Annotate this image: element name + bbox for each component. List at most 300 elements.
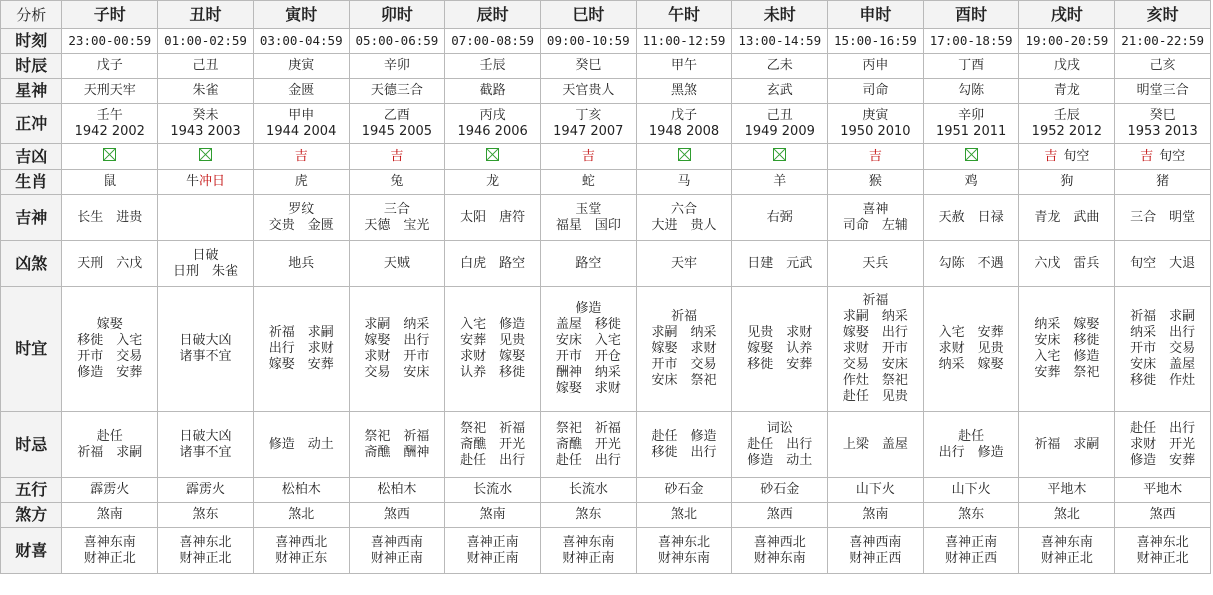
- cell-line: 开市 开仓: [555, 349, 621, 364]
- cell-star: 截路: [445, 79, 541, 104]
- cell-line: 祈福 求嗣: [77, 444, 143, 460]
- cell-avoid: [636, 412, 732, 478]
- cell-time-range: 07:00-08:59: [445, 29, 541, 54]
- cell-five-elements: 砂石金: [636, 478, 732, 503]
- clash-ganzhi: 己丑: [766, 107, 793, 123]
- clash-ganzhi: 甲申: [288, 107, 315, 123]
- cell-clash: [923, 104, 1019, 144]
- cell-auspicious-gods: [1115, 195, 1211, 241]
- cell-time-range: 11:00-12:59: [636, 29, 732, 54]
- cell-avoid: [253, 412, 349, 478]
- cell-ganzhi: 庚寅: [253, 54, 349, 79]
- cell-avoid: [923, 412, 1019, 478]
- cell-sha-direction: 煞东: [923, 503, 1019, 528]
- fortune-good-text: 吉: [868, 148, 882, 164]
- cell-line: 赴任 修造: [651, 428, 717, 444]
- cell-line: 开市 交易: [77, 349, 143, 364]
- cell-line: 日破大凶: [179, 333, 232, 348]
- inauspicious-mark-icon: [199, 148, 212, 161]
- cell-line: 安葬 祭祀: [1034, 365, 1100, 380]
- cell-five-elements: 平地木: [1115, 478, 1211, 503]
- cell-auspicious-gods: [828, 195, 924, 241]
- cell-fortune: [1019, 144, 1115, 170]
- cell-wealth-joy: [158, 528, 254, 574]
- cell-inauspicious-gods: [445, 241, 541, 287]
- cell-inauspicious-gods: [828, 241, 924, 287]
- cell-sha-direction: 煞西: [349, 503, 445, 528]
- cell-line: 财神正北: [1040, 550, 1093, 566]
- cell-line: 长生 进贵: [77, 209, 143, 225]
- cell-line: 天刑 六戊: [77, 255, 143, 271]
- cell-suitable: [158, 287, 254, 412]
- row-label: 凶煞: [1, 241, 62, 287]
- cell-sha-direction: 煞北: [636, 503, 732, 528]
- cell-suitable: [732, 287, 828, 412]
- cell-zodiac: [158, 170, 254, 195]
- cell-line: 修造 安葬: [1130, 452, 1196, 468]
- cell-line: 移徙 作灶: [1130, 373, 1196, 388]
- cell-avoid: [62, 412, 158, 478]
- cell-line: 求财 见贵: [938, 341, 1004, 356]
- zodiac-animal: 牛: [185, 174, 199, 189]
- cell-line: 财神东南: [658, 550, 711, 566]
- row-label: 生肖: [1, 170, 62, 195]
- cell-line: 纳采 嫁娶: [1034, 317, 1100, 332]
- cell-wealth-joy: [828, 528, 924, 574]
- cell-clash: [1019, 104, 1115, 144]
- cell-zodiac: [732, 170, 828, 195]
- cell-time-range: 17:00-18:59: [923, 29, 1019, 54]
- cell-avoid: [540, 412, 636, 478]
- cell-time-range: 09:00-10:59: [540, 29, 636, 54]
- cell-star: 天德三合: [349, 79, 445, 104]
- cell-auspicious-gods: [445, 195, 541, 241]
- cell-line: 嫁娶 求财: [555, 381, 621, 396]
- cell-line: 大进 贵人: [651, 217, 717, 233]
- cell-line: 求财 开市: [364, 349, 430, 364]
- cell-inauspicious-gods: [923, 241, 1019, 287]
- row-avoid: [1, 412, 1211, 478]
- hour-header: 寅时: [253, 1, 349, 29]
- cell-wealth-joy: [62, 528, 158, 574]
- cell-line: 天兵: [862, 255, 889, 271]
- cell-line: 祈福 求嗣: [1130, 309, 1196, 324]
- cell-line: 求嗣 纳采: [842, 309, 908, 324]
- clash-years: 1944 2004: [266, 123, 337, 139]
- cell-suitable: [445, 287, 541, 412]
- cell-line: 罗纹: [288, 201, 315, 217]
- cell-line: 司命 左辅: [842, 217, 908, 233]
- cell-line: 三合: [383, 201, 410, 217]
- cell-wealth-joy: [253, 528, 349, 574]
- clash-years: 1953 2013: [1127, 123, 1198, 139]
- cell-suitable: [540, 287, 636, 412]
- fortune-extra: 旬空: [1159, 148, 1186, 164]
- cell-line: 嫁娶 认养: [747, 341, 813, 356]
- cell-line: 财神正南: [370, 550, 423, 566]
- inauspicious-mark-icon: [965, 148, 978, 161]
- fortune-good-text: 吉: [581, 148, 595, 164]
- cell-line: 祭祀 祈福: [460, 420, 526, 436]
- cell-avoid: [445, 412, 541, 478]
- hour-header: 辰时: [445, 1, 541, 29]
- cell-line: 斋醮 酬神: [364, 444, 430, 460]
- cell-wealth-joy: [732, 528, 828, 574]
- cell-ganzhi: 丁酉: [923, 54, 1019, 79]
- row-clash: [1, 104, 1211, 144]
- row-zodiac: [1, 170, 1211, 195]
- row-label: 时忌: [1, 412, 62, 478]
- cell-zodiac: [540, 170, 636, 195]
- cell-line: 嫁娶 求财: [651, 341, 717, 356]
- row-label: 星神: [1, 79, 62, 104]
- cell-line: 作灶 祭祀: [842, 373, 908, 388]
- cell-fortune: [732, 144, 828, 170]
- cell-ganzhi: 戊戌: [1019, 54, 1115, 79]
- cell-line: 日建 元武: [747, 255, 813, 271]
- cell-sha-direction: 煞北: [1019, 503, 1115, 528]
- cell-suitable: [1115, 287, 1211, 412]
- zodiac-animal: 羊: [773, 174, 787, 189]
- cell-line: 安床 移徙: [1034, 333, 1100, 348]
- cell-line: 嫁娶: [96, 317, 123, 332]
- cell-zodiac: [923, 170, 1019, 195]
- cell-inauspicious-gods: [253, 241, 349, 287]
- cell-line: 修造 动土: [747, 452, 813, 468]
- cell-line: 入宅 修造: [460, 317, 526, 332]
- cell-auspicious-gods: [923, 195, 1019, 241]
- cell-line: 祭祀 祈福: [555, 420, 621, 436]
- clash-years: 1947 2007: [553, 123, 624, 139]
- cell-line: 喜神东北: [179, 534, 232, 550]
- cell-fortune: [445, 144, 541, 170]
- clash-ganzhi: 戊子: [671, 107, 698, 123]
- zodiac-animal: 虎: [294, 174, 308, 189]
- cell-auspicious-gods: [636, 195, 732, 241]
- row-label: 财喜: [1, 528, 62, 574]
- cell-inauspicious-gods: [349, 241, 445, 287]
- cell-line: 嫁娶 出行: [364, 333, 430, 348]
- clash-ganzhi: 庚寅: [862, 107, 889, 123]
- cell-ganzhi: 己丑: [158, 54, 254, 79]
- cell-line: 开市 交易: [651, 357, 717, 372]
- cell-ganzhi: 壬辰: [445, 54, 541, 79]
- cell-zodiac: [62, 170, 158, 195]
- cell-sha-direction: 煞南: [828, 503, 924, 528]
- cell-zodiac: [445, 170, 541, 195]
- cell-time-range: 01:00-02:59: [158, 29, 254, 54]
- clash-ganzhi: 丁亥: [575, 107, 602, 123]
- cell-line: 盖屋 移徙: [555, 317, 621, 332]
- cell-line: 交贵 金匮: [268, 217, 334, 233]
- cell-line: 移徙 出行: [651, 444, 717, 460]
- cell-line: 赴任: [958, 428, 985, 444]
- cell-five-elements: 长流水: [540, 478, 636, 503]
- cell-avoid: [349, 412, 445, 478]
- clash-ganzhi: 壬午: [96, 107, 123, 123]
- cell-line: 修造 安葬: [77, 365, 143, 380]
- cell-line: 嫁娶 安葬: [268, 357, 334, 372]
- zodiac-animal: 马: [677, 174, 691, 189]
- hour-header: 卯时: [349, 1, 445, 29]
- cell-line: 求财 开光: [1130, 436, 1196, 452]
- cell-fortune: [636, 144, 732, 170]
- cell-five-elements: 砂石金: [732, 478, 828, 503]
- cell-ganzhi: 丙申: [828, 54, 924, 79]
- cell-sha-direction: 煞北: [253, 503, 349, 528]
- cell-clash: [636, 104, 732, 144]
- cell-line: 六戊 雷兵: [1034, 255, 1100, 271]
- row-label: 五行: [1, 478, 62, 503]
- cell-star: 明堂三合: [1115, 79, 1211, 104]
- cell-sha-direction: 煞东: [158, 503, 254, 528]
- cell-zodiac: [1019, 170, 1115, 195]
- cell-fortune: [828, 144, 924, 170]
- cell-line: 财神正南: [466, 550, 519, 566]
- row-fortune: [1, 144, 1211, 170]
- inauspicious-mark-icon: [773, 148, 786, 161]
- row-star: [1, 79, 1211, 104]
- cell-star: 司命: [828, 79, 924, 104]
- cell-line: 财神正北: [1136, 550, 1189, 566]
- cell-line: 财神正北: [179, 550, 232, 566]
- cell-inauspicious-gods: [732, 241, 828, 287]
- zodiac-animal: 兔: [390, 174, 404, 189]
- cell-suitable: [349, 287, 445, 412]
- cell-time-range: 21:00-22:59: [1115, 29, 1211, 54]
- fortune-good-text: 吉: [294, 148, 308, 164]
- cell-line: 财神正北: [83, 550, 136, 566]
- cell-sha-direction: 煞南: [62, 503, 158, 528]
- clash-ganzhi: 乙酉: [383, 107, 410, 123]
- cell-line: 喜神东北: [1136, 534, 1189, 550]
- cell-zodiac: [636, 170, 732, 195]
- cell-clash: [253, 104, 349, 144]
- cell-clash: [540, 104, 636, 144]
- cell-clash: [349, 104, 445, 144]
- cell-line: 开市 交易: [1130, 341, 1196, 356]
- cell-line: 喜神正南: [466, 534, 519, 550]
- cell-line: 安床 盖屋: [1130, 357, 1196, 372]
- cell-time-range: 03:00-04:59: [253, 29, 349, 54]
- cell-auspicious-gods: [732, 195, 828, 241]
- cell-line: 白虎 路空: [460, 255, 526, 271]
- cell-five-elements: 霹雳火: [62, 478, 158, 503]
- cell-line: 财神东南: [753, 550, 806, 566]
- cell-suitable: [636, 287, 732, 412]
- cell-line: 入宅 修造: [1034, 349, 1100, 364]
- cell-ganzhi: 戊子: [62, 54, 158, 79]
- cell-auspicious-gods: [62, 195, 158, 241]
- clash-years: 1952 2012: [1031, 123, 1102, 139]
- cell-star: 天官贵人: [540, 79, 636, 104]
- cell-fortune: [1115, 144, 1211, 170]
- cell-avoid: [158, 412, 254, 478]
- cell-clash: [828, 104, 924, 144]
- zodiac-animal: 鸡: [964, 174, 978, 189]
- row-label: 煞方: [1, 503, 62, 528]
- row-inauspicious-gods: [1, 241, 1211, 287]
- hour-header: 亥时: [1115, 1, 1211, 29]
- clash-years: 1943 2003: [170, 123, 241, 139]
- cell-inauspicious-gods: [1115, 241, 1211, 287]
- clash-years: 1946 2006: [457, 123, 528, 139]
- cell-time-range: 19:00-20:59: [1019, 29, 1115, 54]
- cell-line: 喜神西南: [370, 534, 423, 550]
- cell-line: 祈福: [671, 309, 698, 324]
- cell-wealth-joy: [540, 528, 636, 574]
- cell-line: 出行 修造: [938, 444, 1004, 460]
- cell-line: 赴任 出行: [747, 436, 813, 452]
- cell-line: 喜神东南: [1040, 534, 1093, 550]
- cell-line: 求财 嫁娶: [460, 349, 526, 364]
- row-time-range: [1, 29, 1211, 54]
- cell-zodiac: [253, 170, 349, 195]
- cell-five-elements: 霹雳火: [158, 478, 254, 503]
- cell-line: 求财 开市: [842, 341, 908, 356]
- cell-time-range: 05:00-06:59: [349, 29, 445, 54]
- cell-line: 天贼: [383, 255, 410, 271]
- cell-line: 财神正西: [849, 550, 902, 566]
- cell-sha-direction: 煞南: [445, 503, 541, 528]
- cell-sha-direction: 煞西: [1115, 503, 1211, 528]
- row-label: 正冲: [1, 104, 62, 144]
- cell-line: 纳采 嫁娶: [938, 357, 1004, 372]
- row-label: 时辰: [1, 54, 62, 79]
- cell-fortune: [62, 144, 158, 170]
- cell-line: 玉堂: [575, 201, 602, 217]
- cell-line: 修造: [575, 301, 602, 316]
- cell-wealth-joy: [445, 528, 541, 574]
- cell-inauspicious-gods: [158, 241, 254, 287]
- cell-clash: [158, 104, 254, 144]
- cell-line: 入宅 安葬: [938, 325, 1004, 340]
- cell-avoid: [1115, 412, 1211, 478]
- zodiac-clash-note: 冲日: [199, 174, 226, 189]
- corner-label: 分析: [1, 1, 62, 29]
- cell-ganzhi: 乙未: [732, 54, 828, 79]
- cell-line: 喜神东南: [562, 534, 615, 550]
- clash-years: 1950 2010: [840, 123, 911, 139]
- cell-line: 认养 移徙: [460, 365, 526, 380]
- cell-fortune: [253, 144, 349, 170]
- cell-line: 见贵 求财: [747, 325, 813, 340]
- cell-suitable: [923, 287, 1019, 412]
- table-body: [1, 29, 1211, 574]
- hour-header: 未时: [732, 1, 828, 29]
- fortune-good-text: 吉: [390, 148, 404, 164]
- cell-time-range: 23:00-00:59: [62, 29, 158, 54]
- cell-star: 青龙: [1019, 79, 1115, 104]
- zodiac-animal: 蛇: [581, 174, 595, 189]
- inauspicious-mark-icon: [486, 148, 499, 161]
- cell-five-elements: 平地木: [1019, 478, 1115, 503]
- cell-line: 财神正东: [275, 550, 328, 566]
- cell-line: 喜神正南: [945, 534, 998, 550]
- cell-line: 嫁娶 出行: [842, 325, 908, 340]
- inauspicious-mark-icon: [103, 148, 116, 161]
- cell-wealth-joy: [1115, 528, 1211, 574]
- zodiac-animal: 鼠: [103, 174, 117, 189]
- clash-ganzhi: 壬辰: [1053, 107, 1080, 123]
- cell-line: 出行 求财: [268, 341, 334, 356]
- cell-line: 上梁 盖屋: [842, 436, 908, 452]
- cell-star: 黑煞: [636, 79, 732, 104]
- cell-line: 诸事不宜: [179, 444, 232, 460]
- zodiac-animal: 狗: [1060, 174, 1074, 189]
- cell-five-elements: 山下火: [828, 478, 924, 503]
- cell-five-elements: 山下火: [923, 478, 1019, 503]
- row-label: 吉神: [1, 195, 62, 241]
- cell-time-range: 13:00-14:59: [732, 29, 828, 54]
- cell-line: 安葬 见贵: [460, 333, 526, 348]
- cell-line: 勾陈 不遇: [938, 255, 1004, 271]
- cell-clash: [1115, 104, 1211, 144]
- cell-star: 金匮: [253, 79, 349, 104]
- clash-ganzhi: 丙戌: [479, 107, 506, 123]
- row-suitable: [1, 287, 1211, 412]
- cell-inauspicious-gods: [62, 241, 158, 287]
- cell-star: 勾陈: [923, 79, 1019, 104]
- hour-header: 午时: [636, 1, 732, 29]
- cell-line: 祭祀 祈福: [364, 428, 430, 444]
- cell-line: 祈福 求嗣: [1034, 436, 1100, 452]
- cell-fortune: [158, 144, 254, 170]
- cell-ganzhi: 己亥: [1115, 54, 1211, 79]
- cell-clash: [62, 104, 158, 144]
- cell-time-range: 15:00-16:59: [828, 29, 924, 54]
- clash-years: 1949 2009: [744, 123, 815, 139]
- header-row: [1, 1, 1211, 29]
- cell-line: 日刑 朱雀: [173, 263, 239, 279]
- cell-fortune: [349, 144, 445, 170]
- hour-header: 巳时: [540, 1, 636, 29]
- cell-line: 修造 动土: [268, 436, 334, 452]
- cell-line: 青龙 武曲: [1034, 209, 1100, 225]
- row-sha-direction: [1, 503, 1211, 528]
- cell-star: 朱雀: [158, 79, 254, 104]
- cell-line: 祈福 求嗣: [268, 325, 334, 340]
- cell-line: 太阳 唐符: [460, 209, 526, 225]
- cell-line: 斋醮 开光: [555, 436, 621, 452]
- cell-line: 酬神 纳采: [555, 365, 621, 380]
- fortune-good-text: 吉: [1044, 148, 1058, 164]
- cell-line: 日破大凶: [179, 428, 232, 444]
- cell-suitable: [1019, 287, 1115, 412]
- row-label: 时刻: [1, 29, 62, 54]
- cell-five-elements: 松柏木: [253, 478, 349, 503]
- cell-inauspicious-gods: [540, 241, 636, 287]
- hour-header: 申时: [828, 1, 924, 29]
- cell-star: 玄武: [732, 79, 828, 104]
- cell-inauspicious-gods: [1019, 241, 1115, 287]
- cell-ganzhi: 甲午: [636, 54, 732, 79]
- cell-star: 天刑天牢: [62, 79, 158, 104]
- cell-clash: [445, 104, 541, 144]
- row-label: 吉凶: [1, 144, 62, 170]
- cell-line: 路空: [575, 255, 602, 271]
- cell-wealth-joy: [636, 528, 732, 574]
- cell-zodiac: [828, 170, 924, 195]
- cell-line: 日破: [192, 247, 219, 263]
- cell-line: 天牢: [671, 255, 698, 271]
- cell-line: 祈福: [862, 293, 889, 308]
- cell-avoid: [1019, 412, 1115, 478]
- cell-line: 赴任 出行: [1130, 420, 1196, 436]
- cell-line: 交易 安床: [842, 357, 908, 372]
- cell-clash: [732, 104, 828, 144]
- cell-line: 福星 国印: [555, 217, 621, 233]
